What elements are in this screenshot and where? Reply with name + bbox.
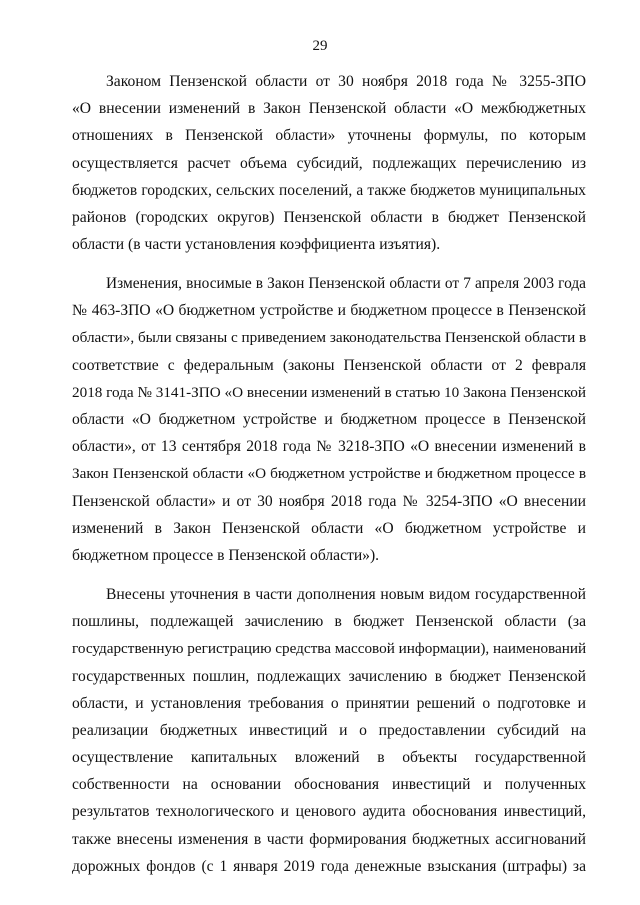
- text-line: Законом Пензенской области от 30 ноября 2018 года № 3255-ЗПО: [106, 73, 586, 90]
- text-line: 2018 года № 3141-ЗПО «О внесении изменений в статью 10 Закона Пензенской: [72, 383, 586, 401]
- text-line: Закон Пензенской области «О бюджетном устройстве и бюджетном процессе в: [72, 465, 586, 483]
- text-line: Изменения, вносимые в Закон Пензенской области от 7 апреля 2003 года: [106, 275, 586, 293]
- text-line: соответствие с федеральным (законы Пензенской области от 2 февраля: [72, 356, 586, 374]
- text-line: осуществляется расчет объема субсидий, подлежащих перечислению из: [72, 154, 586, 172]
- document-body: [72, 68, 586, 880]
- text-line: области», были связаны с приведением законодательства Пензенской области в: [72, 329, 586, 347]
- text-line: бюджетов городских, сельских поселений, а также бюджетов муниципальных: [72, 181, 586, 199]
- text-line: области «О бюджетном устройстве и бюджетном процессе в Пензенской: [72, 411, 586, 429]
- paragraph-spacing: [72, 569, 586, 581]
- text-line: Внесены уточнения в части дополнения новым видом государственной: [106, 585, 586, 603]
- text-line: области (в части установления коэффициента изъятия).: [72, 236, 441, 254]
- page-number: 29: [312, 38, 328, 54]
- text-line: собственности на основании обоснования инвестиций и полученных: [72, 776, 586, 794]
- text-line: области», от 13 сентября 2018 года № 3218-ЗПО «О внесении изменений в: [72, 438, 586, 456]
- text-line: также внесены изменения в части формирования бюджетных ассигнований: [72, 830, 586, 848]
- text-line: осуществление капитальных вложений в объекты государственной: [72, 749, 586, 767]
- text-line: дорожных фондов (с 1 января 2019 года денежные взыскания (штрафы) за: [72, 857, 586, 875]
- text-line: государственную регистрацию средства массовой информации), наименований: [72, 640, 586, 658]
- paragraph-spacing: [72, 258, 586, 270]
- text-line: изменений в Закон Пензенской области «О бюджетном устройстве и: [72, 519, 586, 537]
- text-line: области, и установления требования о принятии решений о подготовке и: [72, 694, 586, 712]
- text-line: Пензенской области» и от 30 ноября 2018 года № 3254-ЗПО «О внесении: [72, 492, 586, 510]
- paragraph-3: [72, 581, 586, 880]
- text-line: государственных пошлин, подлежащих зачислению в бюджет Пензенской: [72, 667, 586, 685]
- text-line: районов (городских округов) Пензенской области в бюджет Пензенской: [72, 208, 586, 226]
- text-line: бюджетном процессе в Пензенской области»).: [72, 546, 380, 564]
- paragraph-1: [72, 68, 586, 258]
- text-line: отношениях в Пензенской области» уточнены формулы, по которым: [72, 127, 586, 145]
- text-line: результатов технологического и ценового аудита обоснования инвестиций,: [72, 803, 586, 821]
- paragraph-2: [72, 270, 586, 569]
- text-line: «О внесении изменений в Закон Пензенской области «О межбюджетных: [72, 100, 586, 118]
- text-line: реализации бюджетных инвестиций и о предоставлении субсидий на: [72, 721, 586, 739]
- text-line: пошлины, подлежащей зачислению в бюджет Пензенской области (за: [72, 613, 586, 631]
- text-line: № 463-ЗПО «О бюджетном устройстве и бюджетном процессе в Пензенской: [72, 302, 586, 320]
